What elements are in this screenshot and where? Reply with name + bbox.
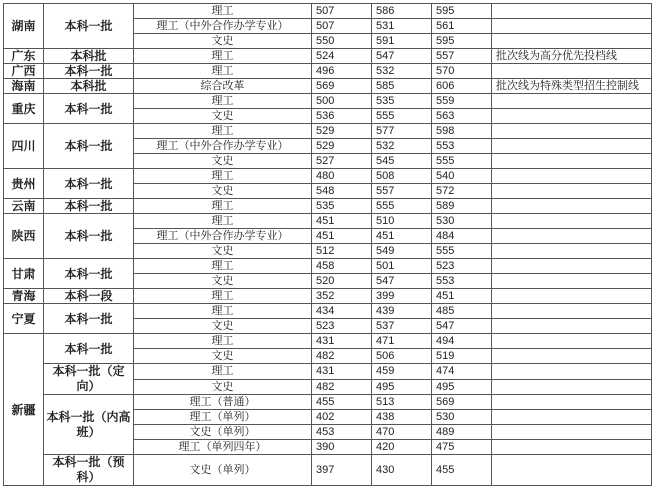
table-row xyxy=(4,124,652,139)
score-cell: 390 xyxy=(312,440,372,455)
batch-cell: 本科一批（预科） xyxy=(44,455,134,486)
batch-cell: 本科一批 xyxy=(44,64,134,79)
subject-cell: 文史 xyxy=(134,379,312,395)
score-cell: 420 xyxy=(372,440,432,455)
note-cell xyxy=(492,349,652,364)
subject-cell: 理工 xyxy=(134,64,312,79)
score-cell: 536 xyxy=(312,109,372,124)
score-cell: 455 xyxy=(312,395,372,410)
score-cell: 530 xyxy=(432,410,492,425)
score-cell: 530 xyxy=(432,214,492,229)
province-cell: 广西 xyxy=(4,64,44,79)
note-cell xyxy=(492,364,652,380)
score-cell: 352 xyxy=(312,289,372,304)
subject-cell: 理工（单列四年） xyxy=(134,440,312,455)
batch-cell: 本科一批 xyxy=(44,199,134,214)
score-cell: 537 xyxy=(372,319,432,334)
subject-cell: 文史（单列） xyxy=(134,455,312,486)
score-cell: 431 xyxy=(312,334,372,349)
score-cell: 569 xyxy=(312,79,372,94)
score-cell: 550 xyxy=(312,34,372,49)
table-row xyxy=(4,334,652,349)
score-cell: 501 xyxy=(372,259,432,274)
note-cell xyxy=(492,319,652,334)
score-cell: 507 xyxy=(312,4,372,19)
score-cell: 559 xyxy=(432,94,492,109)
note-cell xyxy=(492,425,652,440)
note-cell xyxy=(492,379,652,395)
admission-score-table xyxy=(3,3,652,486)
score-cell: 555 xyxy=(372,199,432,214)
province-cell: 陕西 xyxy=(4,214,44,259)
subject-cell: 文史 xyxy=(134,184,312,199)
table-row xyxy=(4,214,652,229)
score-cell: 540 xyxy=(432,169,492,184)
score-cell: 495 xyxy=(432,379,492,395)
score-cell: 553 xyxy=(432,139,492,154)
score-cell: 453 xyxy=(312,425,372,440)
subject-cell: 理工 xyxy=(134,94,312,109)
score-cell: 399 xyxy=(372,289,432,304)
note-cell xyxy=(492,4,652,19)
note-cell xyxy=(492,304,652,319)
table-row xyxy=(4,169,652,184)
subject-cell: 文史 xyxy=(134,34,312,49)
score-cell: 439 xyxy=(372,304,432,319)
note-cell xyxy=(492,34,652,49)
score-cell: 548 xyxy=(312,184,372,199)
score-cell: 532 xyxy=(372,64,432,79)
score-cell: 507 xyxy=(312,19,372,34)
score-cell: 451 xyxy=(312,229,372,244)
score-cell: 591 xyxy=(372,34,432,49)
province-cell: 甘肃 xyxy=(4,259,44,289)
province-cell: 宁夏 xyxy=(4,304,44,334)
province-cell: 四川 xyxy=(4,124,44,169)
batch-cell: 本科一批 xyxy=(44,334,134,364)
score-cell: 555 xyxy=(372,109,432,124)
subject-cell: 理工 xyxy=(134,169,312,184)
table-row xyxy=(4,49,652,64)
subject-cell: 理工 xyxy=(134,49,312,64)
table-row xyxy=(4,64,652,79)
score-cell: 480 xyxy=(312,169,372,184)
score-cell: 474 xyxy=(432,364,492,380)
province-cell: 云南 xyxy=(4,199,44,214)
score-cell: 524 xyxy=(312,49,372,64)
table-row xyxy=(4,304,652,319)
note-cell xyxy=(492,64,652,79)
score-cell: 451 xyxy=(432,289,492,304)
score-cell: 561 xyxy=(432,19,492,34)
score-cell: 547 xyxy=(372,274,432,289)
subject-cell: 文史 xyxy=(134,244,312,259)
batch-cell: 本科一批 xyxy=(44,4,134,49)
score-cell: 547 xyxy=(372,49,432,64)
batch-cell: 本科一批 xyxy=(44,94,134,124)
batch-cell: 本科一批 xyxy=(44,304,134,334)
score-cell: 529 xyxy=(312,124,372,139)
note-cell xyxy=(492,214,652,229)
table-row xyxy=(4,289,652,304)
note-cell: 批次线为高分优先投档线 xyxy=(492,49,652,64)
score-cell: 496 xyxy=(312,64,372,79)
score-cell: 547 xyxy=(432,319,492,334)
note-cell xyxy=(492,244,652,259)
province-cell: 新疆 xyxy=(4,334,44,486)
subject-cell: 理工 xyxy=(134,289,312,304)
subject-cell: 理工 xyxy=(134,4,312,19)
subject-cell: 理工 xyxy=(134,259,312,274)
note-cell xyxy=(492,19,652,34)
score-cell: 577 xyxy=(372,124,432,139)
score-cell: 557 xyxy=(372,184,432,199)
subject-cell: 综合改革 xyxy=(134,79,312,94)
batch-cell: 本科一段 xyxy=(44,289,134,304)
note-cell xyxy=(492,139,652,154)
score-cell: 459 xyxy=(372,364,432,380)
score-cell: 529 xyxy=(312,139,372,154)
score-cell: 458 xyxy=(312,259,372,274)
score-cell: 589 xyxy=(432,199,492,214)
score-cell: 470 xyxy=(372,425,432,440)
batch-cell: 本科一批（内高班） xyxy=(44,395,134,455)
subject-cell: 理工（中外合作办学专业） xyxy=(134,229,312,244)
subject-cell: 理工（普通） xyxy=(134,395,312,410)
score-cell: 475 xyxy=(432,440,492,455)
score-cell: 489 xyxy=(432,425,492,440)
score-cell: 531 xyxy=(372,19,432,34)
score-cell: 598 xyxy=(432,124,492,139)
batch-cell: 本科一批 xyxy=(44,169,134,199)
province-cell: 青海 xyxy=(4,289,44,304)
table-row xyxy=(4,364,652,380)
batch-cell: 本科批 xyxy=(44,49,134,64)
subject-cell: 理工 xyxy=(134,304,312,319)
batch-cell: 本科一批 xyxy=(44,214,134,259)
score-cell: 397 xyxy=(312,455,372,486)
score-cell: 494 xyxy=(432,334,492,349)
score-cell: 431 xyxy=(312,364,372,380)
province-cell: 广东 xyxy=(4,49,44,64)
score-cell: 586 xyxy=(372,4,432,19)
score-cell: 500 xyxy=(312,94,372,109)
score-cell: 434 xyxy=(312,304,372,319)
subject-cell: 理工 xyxy=(134,364,312,380)
province-cell: 湖南 xyxy=(4,4,44,49)
score-cell: 512 xyxy=(312,244,372,259)
table-row xyxy=(4,259,652,274)
score-cell: 482 xyxy=(312,379,372,395)
score-cell: 523 xyxy=(432,259,492,274)
score-cell: 482 xyxy=(312,349,372,364)
score-cell: 545 xyxy=(372,154,432,169)
subject-cell: 理工（中外合作办学专业） xyxy=(134,19,312,34)
score-cell: 553 xyxy=(432,274,492,289)
note-cell xyxy=(492,184,652,199)
note-cell xyxy=(492,334,652,349)
score-cell: 495 xyxy=(372,379,432,395)
score-cell: 451 xyxy=(372,229,432,244)
province-cell: 海南 xyxy=(4,79,44,94)
score-cell: 557 xyxy=(432,49,492,64)
subject-cell: 文史 xyxy=(134,154,312,169)
score-cell: 606 xyxy=(432,79,492,94)
score-cell: 555 xyxy=(432,244,492,259)
table-row xyxy=(4,395,652,410)
score-cell: 513 xyxy=(372,395,432,410)
score-cell: 555 xyxy=(432,154,492,169)
batch-cell: 本科一批 xyxy=(44,124,134,169)
score-cell: 595 xyxy=(432,34,492,49)
score-cell: 430 xyxy=(372,455,432,486)
score-cell: 569 xyxy=(432,395,492,410)
note-cell xyxy=(492,455,652,486)
batch-cell: 本科一批（定向） xyxy=(44,364,134,395)
score-cell: 572 xyxy=(432,184,492,199)
note-cell xyxy=(492,440,652,455)
score-cell: 570 xyxy=(432,64,492,79)
note-cell xyxy=(492,410,652,425)
subject-cell: 文史 xyxy=(134,319,312,334)
score-cell: 535 xyxy=(312,199,372,214)
table-row xyxy=(4,199,652,214)
note-cell xyxy=(492,154,652,169)
score-cell: 508 xyxy=(372,169,432,184)
table-row xyxy=(4,79,652,94)
score-cell: 471 xyxy=(372,334,432,349)
subject-cell: 理工 xyxy=(134,199,312,214)
score-cell: 532 xyxy=(372,139,432,154)
subject-cell: 文史（单列） xyxy=(134,425,312,440)
subject-cell: 理工 xyxy=(134,334,312,349)
note-cell xyxy=(492,274,652,289)
note-cell xyxy=(492,109,652,124)
note-cell xyxy=(492,94,652,109)
subject-cell: 理工（中外合作办学专业） xyxy=(134,139,312,154)
note-cell xyxy=(492,289,652,304)
score-cell: 484 xyxy=(432,229,492,244)
score-cell: 563 xyxy=(432,109,492,124)
score-cell: 485 xyxy=(432,304,492,319)
score-cell: 506 xyxy=(372,349,432,364)
score-cell: 520 xyxy=(312,274,372,289)
province-cell: 重庆 xyxy=(4,94,44,124)
score-cell: 523 xyxy=(312,319,372,334)
score-cell: 438 xyxy=(372,410,432,425)
note-cell: 批次线为特殊类型招生控制线 xyxy=(492,79,652,94)
score-cell: 519 xyxy=(432,349,492,364)
note-cell xyxy=(492,124,652,139)
subject-cell: 理工 xyxy=(134,124,312,139)
note-cell xyxy=(492,229,652,244)
score-cell: 595 xyxy=(432,4,492,19)
table-row xyxy=(4,94,652,109)
batch-cell: 本科一批 xyxy=(44,259,134,289)
score-cell: 510 xyxy=(372,214,432,229)
subject-cell: 文史 xyxy=(134,274,312,289)
subject-cell: 文史 xyxy=(134,349,312,364)
subject-cell: 理工 xyxy=(134,214,312,229)
note-cell xyxy=(492,395,652,410)
score-cell: 402 xyxy=(312,410,372,425)
table-row xyxy=(4,455,652,486)
score-cell: 527 xyxy=(312,154,372,169)
note-cell xyxy=(492,199,652,214)
batch-cell: 本科批 xyxy=(44,79,134,94)
note-cell xyxy=(492,169,652,184)
table-row xyxy=(4,4,652,19)
note-cell xyxy=(492,259,652,274)
subject-cell: 理工（单列） xyxy=(134,410,312,425)
score-cell: 455 xyxy=(432,455,492,486)
score-cell: 535 xyxy=(372,94,432,109)
province-cell: 贵州 xyxy=(4,169,44,199)
score-cell: 585 xyxy=(372,79,432,94)
score-cell: 451 xyxy=(312,214,372,229)
score-cell: 549 xyxy=(372,244,432,259)
subject-cell: 文史 xyxy=(134,109,312,124)
